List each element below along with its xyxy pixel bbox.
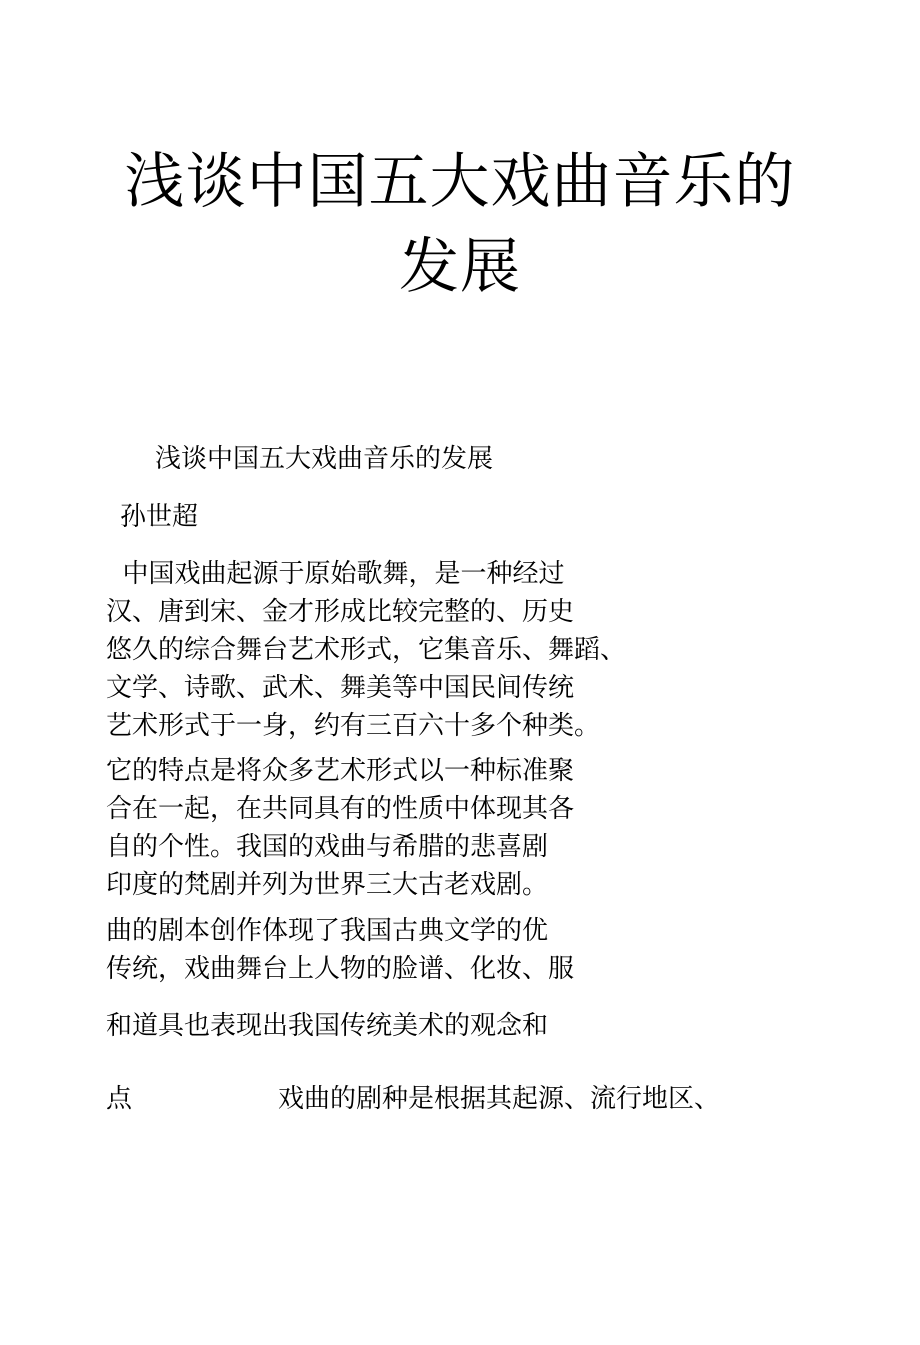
paragraph-line: 和道具也表现出我国传统美术的观念和	[106, 1011, 549, 1041]
paragraph-line: 合在一起，在共同具有的性质中体现其各	[106, 794, 575, 824]
title-line-1: 浅谈中国五大戏曲音乐的	[124, 147, 796, 217]
paragraph-line: 汉、唐到宋、金才形成比较完整的、历史	[106, 597, 575, 627]
paragraph-2	[106, 752, 574, 904]
paragraph-line: 文学、诗歌、武术、舞美等中国民间传统	[106, 673, 575, 703]
paragraph-line: 它的特点是将众多艺术形式以一种标准聚	[106, 756, 575, 786]
paragraph-line: 艺术形式于一身，约有三百六十多个种类。	[106, 711, 601, 741]
paragraph-line: 传统，戏曲舞台上人物的脸谱、化妆、服	[106, 954, 575, 984]
paragraph-4	[106, 1007, 548, 1045]
paragraph-1	[106, 555, 626, 745]
paragraph-3	[106, 912, 574, 988]
paragraph-line: 曲的剧本创作体现了我国古典文学的优	[106, 916, 549, 946]
paragraph-line: 印度的梵剧并列为世界三大古老戏剧。	[106, 870, 549, 900]
article-subtitle: 浅谈中国五大戏曲音乐的发展	[155, 444, 494, 474]
paragraph-line: 悠久的综合舞台艺术形式，它集音乐、舞蹈、	[106, 635, 627, 665]
paragraph-fragment-right: 戏曲的剧种是根据其起源、流行地区、	[278, 1084, 721, 1114]
paragraph-line: 中国戏曲起源于原始歌舞，是一种经过	[106, 559, 565, 589]
paragraph-line: 自的个性。我国的戏曲与希腊的悲喜剧	[106, 832, 549, 862]
author-name: 孙世超	[120, 502, 199, 532]
paragraph-fragment-left: 点	[106, 1084, 133, 1114]
title-line-2: 发展	[399, 232, 521, 302]
page-title	[0, 140, 920, 310]
